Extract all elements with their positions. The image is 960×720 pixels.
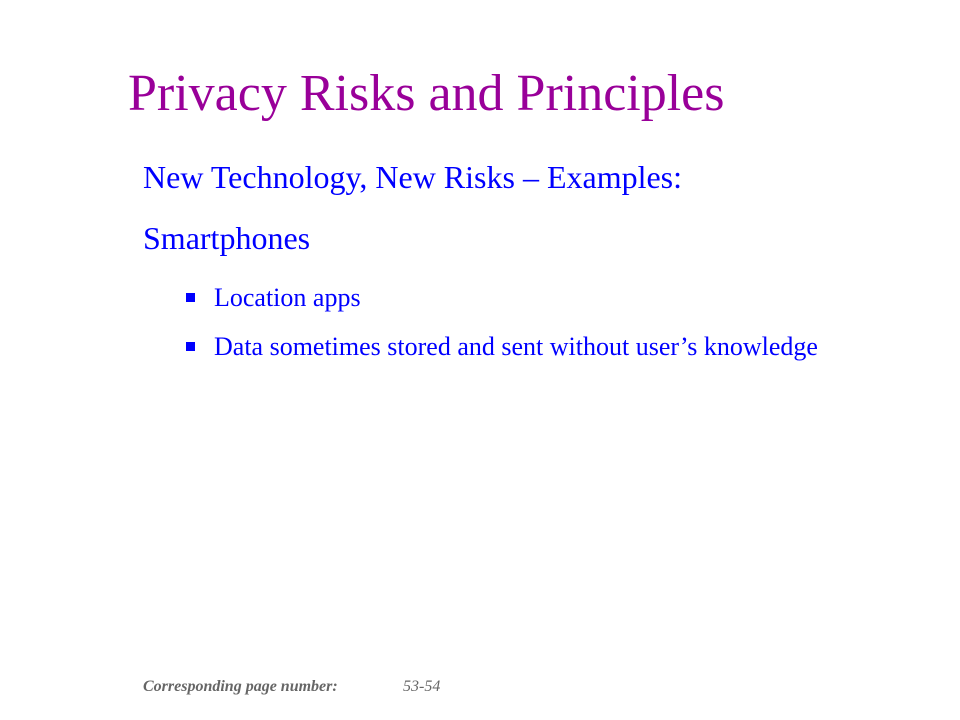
footer-page-numbers: 53-54 xyxy=(403,678,441,695)
slide-title: Privacy Risks and Principles xyxy=(128,65,725,122)
bullet-text: Data sometimes stored and sent without user’s knowledge xyxy=(214,332,818,361)
bullet-item xyxy=(186,330,926,364)
square-bullet-icon xyxy=(186,281,198,315)
square-bullet-icon xyxy=(186,330,198,364)
subheading-new-technology: New Technology, New Risks – Examples: xyxy=(143,159,683,195)
bullet-item xyxy=(186,281,926,315)
bullet-text: Location apps xyxy=(214,283,361,312)
footer-page-label: Corresponding page number: xyxy=(143,678,338,695)
subheading-smartphones: Smartphones xyxy=(143,220,311,256)
